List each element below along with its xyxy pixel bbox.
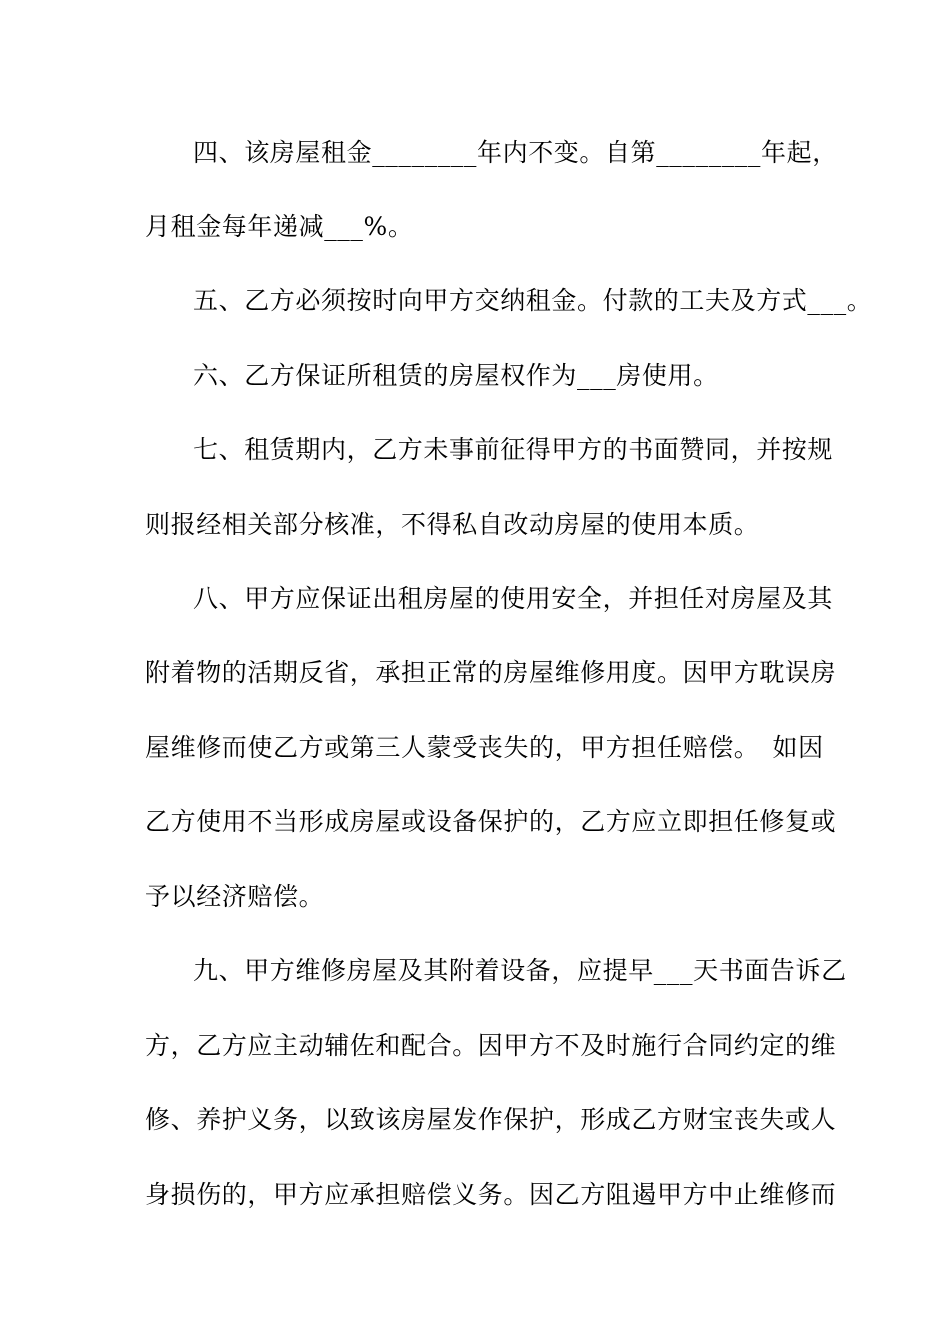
- clause-8-line-4: 乙方使用不当形成房屋或设备保护的，乙方应立即担任修复或: [145, 807, 837, 836]
- clause-7-line-2: 则报经相关部分核准，不得私自改动房屋的使用本质。: [145, 510, 760, 539]
- clause-9-line-4: 身损伤的，甲方应承担赔偿义务。因乙方阻遏甲方中止维修而: [145, 1180, 837, 1209]
- clause-6-line-1: 六、乙方保证所租赁的房屋权作为___房使用。: [193, 361, 719, 390]
- clause-7-line-1: 七、租赁期内，乙方未事前征得甲方的书面赞同，并按规: [193, 435, 834, 464]
- clause-9-line-1: 九、甲方维修房屋及其附着设备，应提早___天书面告诉乙: [193, 956, 847, 985]
- clause-4-line-2: 月租金每年递减___%。: [145, 212, 414, 241]
- clause-9-line-2: 方，乙方应主动辅佐和配合。因甲方不及时施行合同约定的维: [145, 1031, 837, 1060]
- clause-8-line-3: 屋维修而使乙方或第三人蒙受丧失的，甲方担任赔偿。 如因: [145, 733, 824, 762]
- clause-8-line-5: 予以经济赔偿。: [145, 882, 325, 911]
- clause-5-line-1: 五、乙方必须按时向甲方交纳租金。付款的工夫及方式___。: [193, 286, 873, 315]
- clause-8-line-1: 八、甲方应保证出租房屋的使用安全，并担任对房屋及其: [193, 584, 834, 613]
- clause-9-line-3: 修、养护义务，以致该房屋发作保护，形成乙方财宝丧失或人: [145, 1105, 837, 1134]
- clause-8-line-2: 附着物的活期反省，承担正常的房屋维修用度。因甲方耽误房: [145, 658, 837, 687]
- clause-4-line-1: 四、该房屋租金________年内不变。自第________年起，: [193, 138, 838, 167]
